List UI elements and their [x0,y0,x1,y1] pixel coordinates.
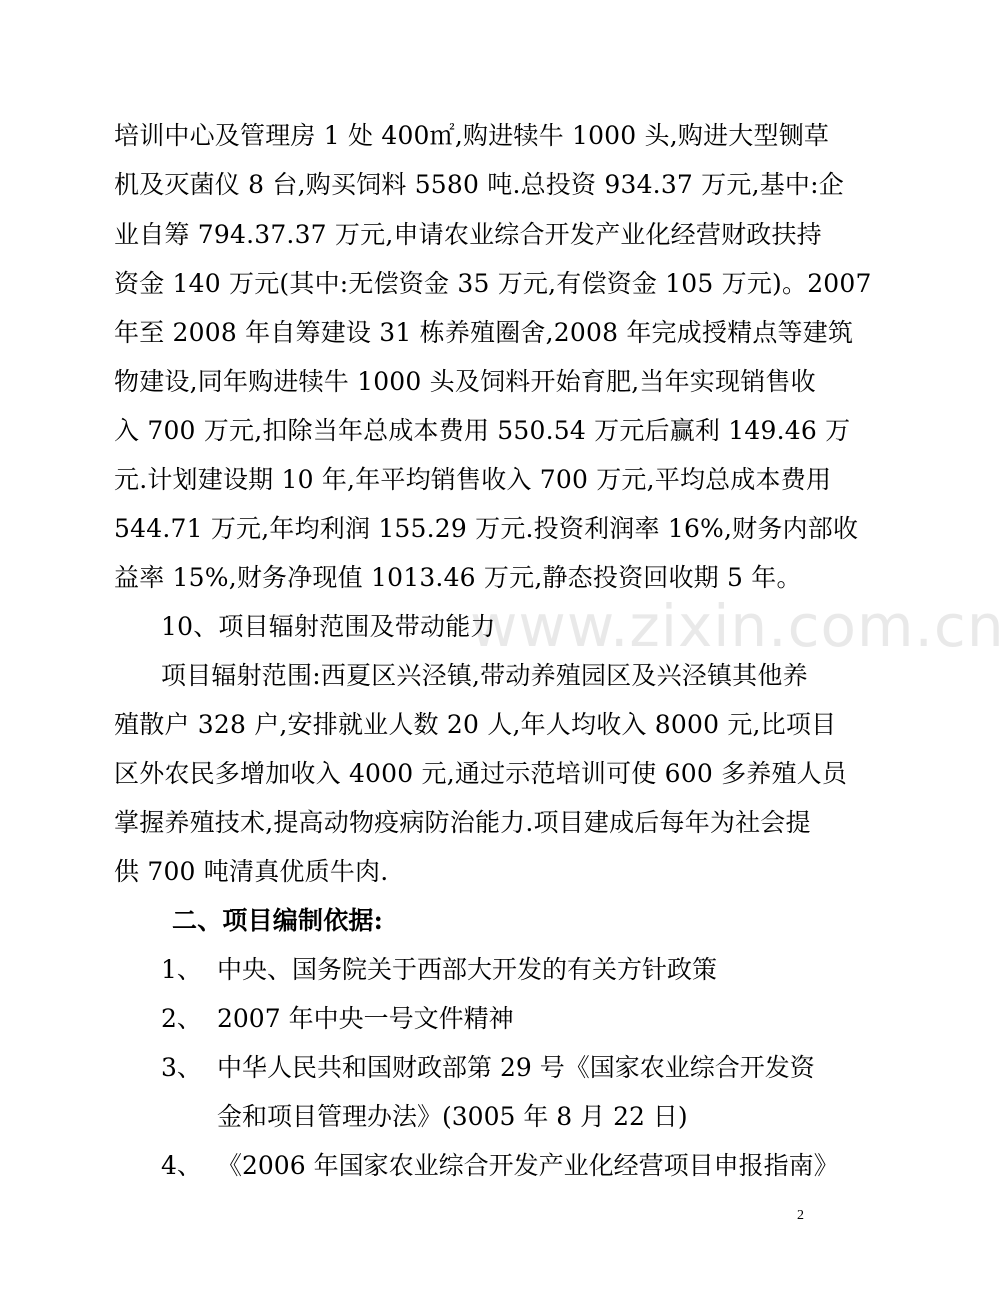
page-number: 2 [797,1208,804,1223]
paragraph-line: 项目辐射范围:西夏区兴泾镇,带动养殖园区及兴泾镇其他养 [161,661,808,690]
watermark: www.zixin.com.cn [470,592,1005,660]
paragraph-line: 入 700 万元,扣除当年总成本费用 550.54 万元后赢利 149.46 万 [114,416,851,445]
list-number: 4、 [161,1151,202,1180]
paragraph-line: 供 700 吨清真优质牛肉. [114,857,389,886]
paragraph-line: 区外农民多增加收入 4000 元,通过示范培训可使 600 多养殖人员 [114,759,848,788]
paragraph-line: 544.71 万元,年均利润 155.29 万元.投资利润率 16%,财务内部收 [114,514,859,543]
paragraph-line: 元.计划建设期 10 年,年平均销售收入 700 万元,平均总成本费用 [114,465,832,494]
list-item-text: 中华人民共和国财政部第 29 号《国家农业综合开发资 [217,1053,815,1082]
paragraph-line: 机及灭菌仪 8 台,购买饲料 5580 吨.总投资 934.37 万元,基中:企 [114,170,844,199]
list-item-text: 中央、国务院关于西部大开发的有关方针政策 [217,955,718,984]
paragraph-line: 业自筹 794.37.37 万元,申请农业综合开发产业化经营财政扶持 [114,220,822,249]
paragraph-line: 掌握养殖技术,提高动物疫病防治能力.项目建成后每年为社会提 [114,808,811,837]
paragraph-line: 益率 15%,财务净现值 1013.46 万元,静态投资回收期 5 年。 [114,563,802,592]
list-item-text: 2007 年中央一号文件精神 [217,1004,514,1033]
list-item-text: 《2006 年国家农业综合开发产业化经营项目申报指南》 [217,1151,839,1180]
paragraph-line: 资金 140 万元(其中:无偿资金 35 万元,有偿资金 105 万元)。2007 [114,269,872,298]
list-number: 2、 [161,1004,202,1033]
paragraph-line: 物建设,同年购进犊牛 1000 头及饲料开始育肥,当年实现销售收 [114,367,816,396]
section-title: 10、项目辐射范围及带动能力 [161,612,496,641]
list-item-text: 金和项目管理办法》(3005 年 8 月 22 日) [217,1102,688,1131]
paragraph-line: 殖散户 328 户,安排就业人数 20 人,年人均收入 8000 元,比项目 [114,710,837,739]
list-number: 3、 [161,1053,202,1082]
paragraph-line: 年至 2008 年自筹建设 31 栋养殖圈舍,2008 年完成授精点等建筑 [114,318,854,347]
list-number: 1、 [161,955,202,984]
section-heading: 二、项目编制依据: [172,906,384,935]
paragraph-line: 培训中心及管理房 1 处 400㎡,购进犊牛 1000 头,购进大型铡草 [114,121,830,150]
